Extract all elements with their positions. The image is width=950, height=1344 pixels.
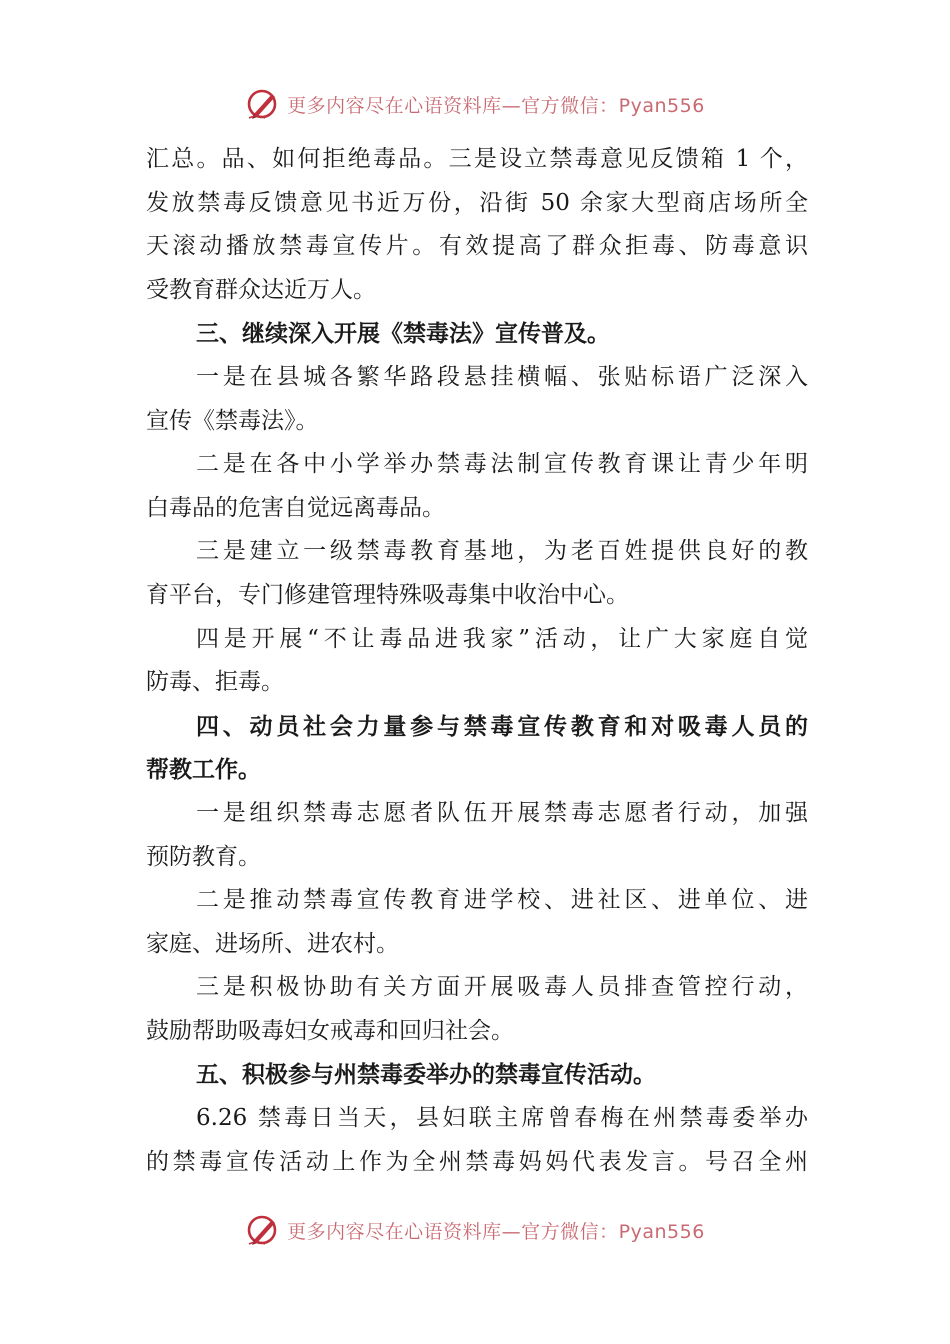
paragraph-line: 汇总。品、如何拒绝毒品。三是设立禁毒意见反馈箱 1 个， xyxy=(146,146,808,172)
paragraph-line: 三是积极协助有关方面开展吸毒人员排查管控行动， xyxy=(196,974,808,1001)
section-heading-4-cont: 帮教工作。 xyxy=(146,756,261,784)
section-heading-3: 三、继续深入开展《禁毒法》宣传普及。 xyxy=(196,320,610,348)
paragraph-line: 受教育群众达近万人。 xyxy=(146,276,376,303)
pen-logo-icon xyxy=(245,1213,281,1247)
paragraph-line: 6.26 禁毒日当天，县妇联主席曾春梅在州禁毒委举办 xyxy=(196,1105,808,1132)
paragraph-line: 预防教育。 xyxy=(146,843,261,870)
section-heading-5: 五、积极参与州禁毒委举办的禁毒宣传活动。 xyxy=(196,1061,656,1089)
watermark-banner-bottom xyxy=(0,1210,950,1250)
paragraph-line: 的禁毒宣传活动上作为全州禁毒妈妈代表发言。号召全州 xyxy=(146,1148,808,1175)
paragraph-line: 家庭、进场所、进农村。 xyxy=(146,930,399,957)
document-body xyxy=(146,138,808,1184)
paragraph-line: 天滚动播放禁毒宣传片。有效提高了群众拒毒、防毒意识 xyxy=(146,233,808,260)
paragraph-line: 一是组织禁毒志愿者队伍开展禁毒志愿者行动，加强 xyxy=(196,799,808,826)
paragraph-line: 鼓励帮助吸毒妇女戒毒和回归社会。 xyxy=(146,1017,514,1044)
paragraph-line: 育平台，专门修建管理特殊吸毒集中收治中心。 xyxy=(146,581,629,608)
watermark-text-bottom: 更多内容尽在心语资料库—官方微信：Pyan556 xyxy=(287,1220,705,1243)
pen-logo-icon xyxy=(245,87,281,121)
paragraph-line: 防毒、拒毒。 xyxy=(146,669,284,696)
paragraph-line: 宣传《禁毒法》。 xyxy=(146,407,319,434)
paragraph-line: 四是开展“不让毒品进我家”活动，让广大家庭自觉 xyxy=(196,625,808,652)
paragraph-line: 发放禁毒反馈意见书近万份，沿街 50 余家大型商店场所全 xyxy=(146,189,808,216)
paragraph-line: 二是推动禁毒宣传教育进学校、进社区、进单位、进 xyxy=(196,887,808,914)
paragraph-line: 三是建立一级禁毒教育基地，为老百姓提供良好的教 xyxy=(196,538,808,565)
watermark-text-top: 更多内容尽在心语资料库—官方微信：Pyan556 xyxy=(287,94,705,117)
section-heading-4: 四、动员社会力量参与禁毒宣传教育和对吸毒人员的 xyxy=(196,712,808,740)
watermark-banner-top xyxy=(0,84,950,124)
paragraph-line: 二是在各中小学举办禁毒法制宣传教育课让青少年明 xyxy=(196,451,808,478)
paragraph-line: 白毒品的危害自觉远离毒品。 xyxy=(146,494,445,521)
paragraph-line: 一是在县城各繁华路段悬挂横幅、张贴标语广泛深入 xyxy=(196,363,808,390)
